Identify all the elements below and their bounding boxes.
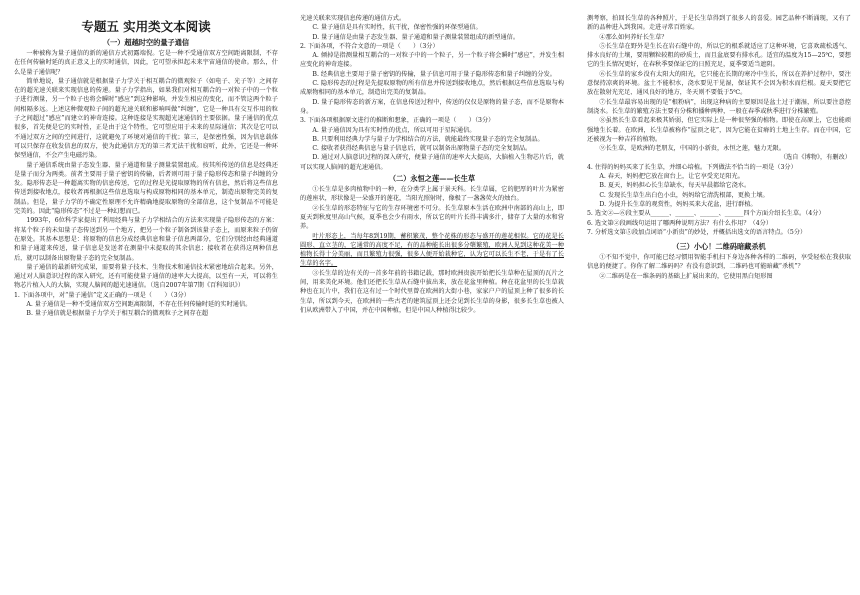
option-3a: A. 量子通信因为具有实时性的优点，所以可用于星际通信。 xyxy=(312,126,476,134)
question-5: 5. 选文②—⑥段主要从______、______、______、______四个方面介绍长生草。（4分） xyxy=(587,210,825,218)
option-1d: D. 量子通信是由量子态发生器、量子通道和量子测量装置组成的新型通信。 xyxy=(312,33,520,41)
question-1: 1. 下面各项中，对“量子通信”定义正确的一项是（ ）（3分） xyxy=(14,291,190,299)
option-1b: B. 量子通信就是根据量子力学关于相互耦合的微观粒子之间存在超 xyxy=(26,310,209,318)
option-2c: C. 隐形传态的过程是先提取原物的所有信息并传送到接收地点，然后根据这些信息选取与构成原物相同的基本单元，制造出完美的复制品。 xyxy=(300,80,564,97)
option-4d: D. 为提升长生草的观赏性，妈妈买来大花盆，进行群植。 xyxy=(599,200,757,208)
option-4b: B. 夏天，妈妈担心长生草缺水，每天早晨都给它浇水。 xyxy=(599,182,751,190)
option-4c: C. 发现长生草生出白色小虫，妈妈给它清洗根部，更换土壤。 xyxy=(599,191,769,199)
paragraph: ④那么如何养好长生草？ xyxy=(599,33,668,41)
section-heading-3: （三）小心！二维码暗藏杀机 xyxy=(672,242,766,252)
column-right xyxy=(587,14,851,281)
option-2d: D. 量子隐形传态的新方案，在信息传送过程中，传送的仅仅是原物的量子态，而不是原物本身。 xyxy=(300,98,564,115)
source-note: （选自《博物》，有删改） xyxy=(779,154,851,162)
question-3: 3. 下面各项根据原文进行的推断和想象，正确的一项是（ ）（3分） xyxy=(300,117,495,125)
page-title: 专题五 实用类文本阅读 xyxy=(81,19,211,34)
option-3b: B. 只要利用经典力学与量子力学相结合的方法，就能最终实现量子态的完全复制品。 xyxy=(312,135,544,143)
question-6: 6. 选文第②段画线句运用了哪两种说明方法？有什么作用？（4分） xyxy=(587,219,773,227)
paragraph-cont: 测考察，拍回长生草的各种照片，于是长生草得到了很多人的喜爱。园艺品种不断涌现，又有了新的品种进入到我国。走进寻常百姓家。 xyxy=(587,15,851,32)
option-3c: C. 接收者获得经典信息与量子信息后，就可以制备出原物量子态的完全复制品。 xyxy=(312,145,532,153)
option-1a: A. 量子通信是一种不受通信双方空间距离限制，不存在任何传输时延的实时通信。 xyxy=(26,301,252,309)
paragraph: 量子通信的最新研究成果，需要将量子技术、生物技术和通信技术紧密地结合起来。另外，通过对人脑意识过程的深入研究，还有可能使量子通信的速率大大提高，以至有一天，可以将生物芯片植入人的大脑，实现人脑间的超光速通信。（选自2007年第7期《百科知识》） xyxy=(14,263,278,290)
paragraph: ①长生草是多肉植物中的一种，在分类学上属于景天科。长生草属，它的肥厚的叶片为紧密的莲座状，形状像是一朵盛开的莲花，当阳光照射时，像极了一盏盏荧火的烛台。 xyxy=(300,186,564,203)
paragraph: ③长生草的边有关的一首多年前的书籍记载，那时欧洲贵族开始把长生草种在屋顶的瓦片之间，用来美化环境。他们还把长生草从石缝中拔出来，放在花盆里种植。种在花盆里的长生草栽种也在瓦片中，我们在这有过一个时代里曾在欧洲的大街小巷，家家户户的屋顶上种了很多的长生草，所以到今天，在欧洲的一些古老的建筑屋顶上还会见到长生草的身影，很多长生草也被人们从欧洲带入了中国，并在中国种植，但是中国人种植得比较少。 xyxy=(300,269,564,314)
option-4a: A. 春天，妈妈把它放在窗台上，让它享受充足阳光。 xyxy=(599,173,744,181)
paragraph: ⑧虽然长生草看起来极其娇弱，但它实际上是一种很坚强的植物。即使在高原上，它也能顽强地生长着。在欧洲，长生草被称作“屋顶之花”，因为它能在贫瘠的土地上生存。而在中国，它还被视为一种吉祥的植物。 xyxy=(587,117,851,143)
option-1b-cont: 光速关联来实现信息传递的通信方式。 xyxy=(300,15,406,22)
paragraph: ⑨长生草，是欧洲的老朋友，中国的小新贵，永恒之莲，魅力无限。 xyxy=(599,145,786,153)
paragraph: ②二维码是在一维条码的基础上扩展出来的，它使用黑白矩形图 xyxy=(599,272,773,280)
underlined-sentence: 叶片形态上，当每年8到19期，蓄积繁茂，整个花株的形态与盛开的莲花相似。它的花是长圆形、直立茎的，它通常的高度不足，有的品种能长出很多分蘖繁殖，欧洲人见到这种花美一种植物长得十分美丽，而且繁殖力很强，很多人便开始栽种它，认为它可以长生不老，于是有了长生草的名字。 xyxy=(300,232,564,268)
question-2: 2. 下面各项，不符合文意的一项是（ ）（3分） xyxy=(300,42,439,50)
paragraph: 量子通信系统由量子态发生器、量子通道和量子测量装置组成。按其所传送的信息是经典还是量子而分为两类。前者主要用于量子密钥的传输，后者则可用于量子隐形传态和量子纠缠的分发。隐形传态是一种超离实物的信息传送，它的过程是光提取原物的所有信息，然后将这些信息传送到接收地点，接收者再根据这些信息选取与构成原物相同的基本单元，制造出原物完美的复制品。但是，量子力学的不确定性原理不允许精确地提取原物的全部信息，这个复制品不可能是完美的。因此“隐形传态”不过是一种幻想而已。 xyxy=(14,161,278,216)
option-3d: D. 通过对人脑意识过程的深入研究，便量子通信的速率大大提高，大脑植入生物芯片后，就可以实现人脑间的超光速通信。 xyxy=(300,154,564,171)
column-left xyxy=(14,14,278,319)
section-heading-2: （二）永恒之莲——长生草 xyxy=(388,174,476,184)
option-1c: C. 量子通信是具有实时性，抗干扰，保密性强的环保型通信。 xyxy=(312,24,482,32)
column-middle xyxy=(300,14,564,315)
paragraph: ⑦长生草最容易出现的是“根粉病”，出现这种病的主要原因是盆土过于潮湿，所以要注意控制浇水。长生草的繁殖方法主要有分株和播种两种，一般在春季或秋季进行分株繁殖。 xyxy=(587,98,851,115)
section-heading-1: （一）超越时空的量子通信 xyxy=(102,38,190,47)
paragraph: 简单地说，量子通信就是根据量子力学关于相互耦合的微观粒子（如电子、光子等）之间存在的超光速关联来实现信息的传递。量子力学指出，如果我们对相互耦合的一对粒子中的一个粒子进行测量，另一个粒子也将会瞬时“感应”到这种影响，并发生相应的变化，而不管这两个粒子间相隔多远。上述这种微观粒子间的超光速关联和影响叫做“纠缠”，它是一种具有交互作用的粒子之间超过“感应”而建立的神奇连接。这种连接是实现超光速通信的主要依据。量子通信的优点很多，首先便是它的实时性，正是由于这个特性，它可望应用于未来的星际通信；其次是它可以不通过双方之间的空间进行，这就避免了环境对通信的干扰；第三，是保密性强，因为信息载体可以只保存在收发信息的双方，使为此通信方无的第三者无法干扰和窃听，此外，它还是一种环保型通信，不会产生电磁污染。 xyxy=(14,77,278,160)
question-7: 7. 分析选文第⑤段加点词语“小新贵”的妙处，并概括出选文的语言特点。（5分） xyxy=(587,228,807,236)
paragraph: ②长生草的形态特征与它的生存环境密不可分。长生草原本生活在欧洲中南部的高山上，即夏天到秋度里高山气候，夏季也会少有雨水，所以它的叶片长得丰满多汁，储存了大量的水和营养。 xyxy=(300,204,564,231)
question-4: 4. 住得的妈妈买来了长生草，并细心培植。下列做法不恰当的一项是（3分） xyxy=(587,163,797,171)
option-2b: B. 经典信息主要用于量子密钥的传输，量子信息可用于量子隐形传态和量子纠缠的分发。 xyxy=(312,70,556,78)
paragraph: ①不知不觉中，你可能已经习惯用智能手机扫下身边各种各样的二维码，享受轻松在我获取信息的便捷了。你你了解二维码吗？有没有意识到，二维码也可能暗藏“杀机”？ xyxy=(587,254,851,271)
paragraph: ⑤长生草在野外是生长在岩石缝中的，所以它的根系就适应了这种环境，它喜欢疏松透气、排水良好的土壤，要用颗粒较粗的砂质土，而且盆底要有排水孔。适宜的温度为15—25℃，要想它的生长情况更好，在春秋季要保证它的日照充足，夏季要适当遮阴。 xyxy=(587,42,851,69)
paragraph: ⑥长生草的家乡没有太阳大的阳光，它只能在长期的寒冷中生长，所以在养护过程中，要注意保持凉爽的环境。盆土不能积水，浇水要见干见湿，保证其不会因为积水而烂根。夏天要把它放在散射光充足、通风良好的地方，冬天则不要低于5℃。 xyxy=(587,70,851,97)
option-2a: A. 倾掉是指测量相互耦合的一对粒子中的一个粒子，另一个粒子将会瞬时“感应”，并发生相应变化的神奇连接。 xyxy=(300,52,564,69)
paragraph: 1993年，6位科学家提出了利用经典与量子力学相结合的方法来实现量子隐形传态的方案：将某个粒子的未知量子态传送到另一个地方，把另一个粒子制备到该量子态上，而原来粒子仍留在原处。其基本思想是：将原物的信息分成经典信息和量子信息两部分，它们分别经由经典通道和量子通道来传送，量子信息是发送者在测量中未提取的其余信息；接收者在获得这两种信息后，就可以制备出原物量子态的完全复制品。 xyxy=(14,217,278,262)
paragraph: 一种被称为量子通信的新的通信方式初露端倪。它是一种不受通信双方空间距离限制，不存在任何传输时延的真正意义上的实时通信，因此，它可望承担起未来宇宙通信的使命。那么，什么是量子通信呢？ xyxy=(14,50,278,76)
